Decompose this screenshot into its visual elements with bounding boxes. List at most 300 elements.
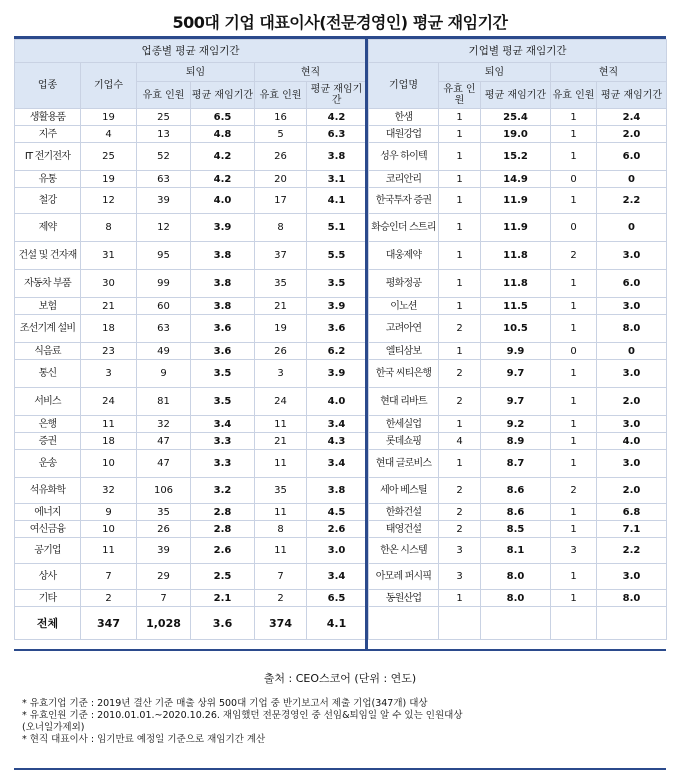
cell-value: 4	[81, 126, 137, 143]
industry-name: 지주	[15, 126, 81, 143]
industry-name: 유통	[15, 171, 81, 188]
cell-value: 1	[551, 416, 597, 433]
retired-avg-header: 평균 재임기간	[191, 82, 255, 109]
cell-value: 10	[81, 521, 137, 538]
cell-value: 3.0	[597, 450, 667, 478]
total-value: 4.1	[307, 607, 367, 640]
footnote-2: * 유효인원 기준 : 2010.01.01.~2020.10.26. 재임했던 전문경영인 중 선임&퇴임일 알 수 있는 인원대상	[22, 710, 463, 721]
cell-value: 6.8	[597, 504, 667, 521]
table-row	[369, 433, 667, 450]
cell-value: 7	[255, 564, 307, 590]
cell-value: 8.5	[481, 521, 551, 538]
cell-value: 24	[255, 388, 307, 416]
cell-value: 2.2	[597, 538, 667, 564]
industry-name: 증권	[15, 433, 81, 450]
table-row	[15, 109, 367, 126]
current-avg-header: 평균 재임기간	[307, 82, 367, 109]
industry-table-body	[15, 109, 367, 640]
cell-value: 3.4	[307, 564, 367, 590]
cell-value: 3	[551, 538, 597, 564]
cell-value: 1	[439, 109, 481, 126]
table-row	[15, 504, 367, 521]
cell-value: 106	[137, 478, 191, 504]
cell-value: 4.3	[307, 433, 367, 450]
table-row	[15, 298, 367, 315]
cell-value: 47	[137, 450, 191, 478]
cell-value: 3.0	[597, 360, 667, 388]
cell-value: 5	[255, 126, 307, 143]
company-name: 한국투자 증권	[369, 188, 439, 214]
total-label: 전체	[15, 607, 81, 640]
cell-value: 12	[81, 188, 137, 214]
industry-name: 은행	[15, 416, 81, 433]
end-rule	[14, 768, 666, 770]
company-table-body	[369, 109, 667, 640]
company-name: 현대 글로비스	[369, 450, 439, 478]
table-row	[15, 126, 367, 143]
cell-value: 1	[551, 315, 597, 343]
cell-value: 2.6	[307, 521, 367, 538]
table-row	[15, 590, 367, 607]
table-row	[15, 343, 367, 360]
industry-name: 운송	[15, 450, 81, 478]
table-row	[369, 564, 667, 590]
cell-value: 6.0	[597, 143, 667, 171]
company-current-avg-header: 평균 재임기간	[597, 82, 667, 109]
cell-value: 4	[439, 433, 481, 450]
cell-value: 1	[551, 450, 597, 478]
table-row	[15, 433, 367, 450]
company-retired-group-header: 퇴임	[439, 63, 551, 82]
cell-value: 2	[439, 521, 481, 538]
cell-value: 2.8	[191, 521, 255, 538]
total-value: 374	[255, 607, 307, 640]
cell-value: 2	[439, 478, 481, 504]
cell-value: 3.0	[307, 538, 367, 564]
cell-value: 16	[255, 109, 307, 126]
company-retired-valid-header: 유효 인원	[439, 82, 481, 109]
table-row	[369, 343, 667, 360]
cell-value: 26	[255, 343, 307, 360]
company-name: 아모레 퍼시픽	[369, 564, 439, 590]
company-section-header: 기업별 평균 재임기간	[369, 40, 667, 63]
cell-value: 8.0	[597, 590, 667, 607]
table-row	[369, 214, 667, 242]
cell-value: 18	[81, 433, 137, 450]
footnote-1: * 유효기업 기준 : 2019년 결산 기준 매출 상위 500대 기업 중 반기보고서 제출 기업(347개) 대상	[22, 698, 428, 709]
table-row	[369, 126, 667, 143]
cell-value: 63	[137, 315, 191, 343]
empty-cell	[551, 607, 597, 640]
cell-value: 8.0	[597, 315, 667, 343]
cell-value: 2	[439, 388, 481, 416]
industry-name: 제약	[15, 214, 81, 242]
cell-value: 4.0	[191, 188, 255, 214]
table-row	[15, 388, 367, 416]
table-row	[369, 298, 667, 315]
cell-value: 3.6	[191, 315, 255, 343]
cell-value: 35	[255, 478, 307, 504]
table-row	[15, 171, 367, 188]
source-note: 출처 : CEO스코어 (단위 : 연도)	[263, 672, 417, 685]
cell-value: 2.2	[597, 188, 667, 214]
industry-name: 여신금융	[15, 521, 81, 538]
cell-value: 11	[255, 504, 307, 521]
cell-value: 26	[137, 521, 191, 538]
table-row	[15, 564, 367, 590]
company-name: 현대 리바트	[369, 388, 439, 416]
cell-value: 2	[551, 242, 597, 270]
cell-value: 7	[137, 590, 191, 607]
table-row	[15, 242, 367, 270]
table-row	[369, 504, 667, 521]
cell-value: 3.9	[191, 214, 255, 242]
company-name: 화승인더 스트리	[369, 214, 439, 242]
cell-value: 1	[439, 270, 481, 298]
table-row	[369, 521, 667, 538]
cell-value: 3.6	[191, 343, 255, 360]
cell-value: 1	[439, 298, 481, 315]
cell-value: 3.8	[191, 298, 255, 315]
cell-value: 2	[81, 590, 137, 607]
cell-value: 25.4	[481, 109, 551, 126]
cell-value: 10	[81, 450, 137, 478]
table-row	[15, 538, 367, 564]
cell-value: 11	[255, 416, 307, 433]
industry-name: 서비스	[15, 388, 81, 416]
empty-cell	[481, 607, 551, 640]
current-valid-header: 유효 인원	[255, 82, 307, 109]
company-name: 대원강업	[369, 126, 439, 143]
table-row	[369, 388, 667, 416]
empty-cell	[597, 607, 667, 640]
cell-value: 1	[439, 171, 481, 188]
cell-value: 3.8	[191, 242, 255, 270]
cell-value: 3.2	[191, 478, 255, 504]
cell-value: 2	[255, 590, 307, 607]
cell-value: 8	[255, 214, 307, 242]
footnote-3: * 현직 대표이사 : 임기만료 예정일 기준으로 재임기간 계산	[22, 734, 266, 745]
cell-value: 19	[81, 109, 137, 126]
cell-value: 8	[255, 521, 307, 538]
total-value: 1,028	[137, 607, 191, 640]
industry-name: 공기업	[15, 538, 81, 564]
cell-value: 17	[255, 188, 307, 214]
cell-value: 1	[551, 143, 597, 171]
table-row	[369, 109, 667, 126]
industry-name: 생활용품	[15, 109, 81, 126]
table-row	[15, 188, 367, 214]
cell-value: 3.3	[191, 433, 255, 450]
cell-value: 3.3	[191, 450, 255, 478]
cell-value: 30	[81, 270, 137, 298]
empty-cell	[369, 607, 439, 640]
cell-value: 1	[439, 143, 481, 171]
cell-value: 0	[551, 343, 597, 360]
page-title: 500대 기업 대표이사(전문경영인) 평균 재임기간	[172, 13, 508, 32]
industry-name: 식음료	[15, 343, 81, 360]
cell-value: 32	[81, 478, 137, 504]
company-name: 세아 베스틸	[369, 478, 439, 504]
table-bottom-rule	[14, 649, 666, 651]
cell-value: 19	[81, 171, 137, 188]
cell-value: 1	[439, 126, 481, 143]
cell-value: 1	[551, 590, 597, 607]
cell-value: 4.2	[307, 109, 367, 126]
cell-value: 3.0	[597, 564, 667, 590]
cell-value: 20	[255, 171, 307, 188]
cell-value: 2.6	[191, 538, 255, 564]
cell-value: 21	[255, 298, 307, 315]
company-name: 한온 시스템	[369, 538, 439, 564]
cell-value: 4.1	[307, 188, 367, 214]
cell-value: 0	[597, 171, 667, 188]
cell-value: 3	[255, 360, 307, 388]
cell-value: 3	[81, 360, 137, 388]
cell-value: 3.5	[191, 360, 255, 388]
table-row	[369, 416, 667, 433]
cell-value: 2.8	[191, 504, 255, 521]
cell-value: 1	[439, 188, 481, 214]
cell-value: 1	[551, 504, 597, 521]
cell-value: 3.8	[307, 478, 367, 504]
cell-value: 35	[255, 270, 307, 298]
cell-value: 3.5	[307, 270, 367, 298]
cell-value: 63	[137, 171, 191, 188]
table-row	[369, 478, 667, 504]
industry-table	[14, 39, 367, 640]
table-row	[15, 416, 367, 433]
cell-value: 6.5	[191, 109, 255, 126]
cell-value: 3.5	[191, 388, 255, 416]
table-row	[369, 143, 667, 171]
cell-value: 29	[137, 564, 191, 590]
cell-value: 1	[551, 564, 597, 590]
cell-value: 9	[81, 504, 137, 521]
cell-value: 11	[81, 416, 137, 433]
cell-value: 95	[137, 242, 191, 270]
cell-value: 2.0	[597, 388, 667, 416]
table-row	[15, 521, 367, 538]
company-table	[368, 39, 667, 640]
cell-value: 2.5	[191, 564, 255, 590]
cell-value: 8.6	[481, 478, 551, 504]
cell-value: 15.2	[481, 143, 551, 171]
cell-value: 39	[137, 538, 191, 564]
industry-name: 기타	[15, 590, 81, 607]
cell-value: 35	[137, 504, 191, 521]
cell-value: 3.0	[597, 298, 667, 315]
cell-value: 4.5	[307, 504, 367, 521]
cell-value: 3.9	[307, 298, 367, 315]
cell-value: 9.7	[481, 388, 551, 416]
cell-value: 8.7	[481, 450, 551, 478]
cell-value: 99	[137, 270, 191, 298]
cell-value: 7	[81, 564, 137, 590]
cell-value: 2	[551, 478, 597, 504]
cell-value: 3.4	[307, 416, 367, 433]
company-name: 한화건설	[369, 504, 439, 521]
cell-value: 7.1	[597, 521, 667, 538]
industry-name: 석유화학	[15, 478, 81, 504]
cell-value: 11.8	[481, 270, 551, 298]
cell-value: 3.9	[307, 360, 367, 388]
cell-value: 1	[439, 416, 481, 433]
table-row	[15, 315, 367, 343]
cell-value: 2	[439, 360, 481, 388]
cell-value: 25	[81, 143, 137, 171]
cell-value: 3	[439, 538, 481, 564]
cell-value: 3.4	[307, 450, 367, 478]
cell-value: 4.8	[191, 126, 255, 143]
cell-value: 23	[81, 343, 137, 360]
cell-value: 31	[81, 242, 137, 270]
cell-value: 1	[439, 214, 481, 242]
cell-value: 11.9	[481, 188, 551, 214]
cell-value: 8.1	[481, 538, 551, 564]
total-value: 3.6	[191, 607, 255, 640]
cell-value: 2	[439, 315, 481, 343]
cell-value: 9	[137, 360, 191, 388]
cell-value: 6.2	[307, 343, 367, 360]
cell-value: 52	[137, 143, 191, 171]
cell-value: 81	[137, 388, 191, 416]
cell-value: 24	[81, 388, 137, 416]
cell-value: 8.0	[481, 564, 551, 590]
company-name: 롯데쇼핑	[369, 433, 439, 450]
current-group-header: 현직	[255, 63, 367, 82]
cell-value: 6.5	[307, 590, 367, 607]
cell-value: 47	[137, 433, 191, 450]
cell-value: 9.9	[481, 343, 551, 360]
cell-value: 1	[439, 343, 481, 360]
cell-value: 11	[255, 450, 307, 478]
cell-value: 37	[255, 242, 307, 270]
cell-value: 1	[551, 433, 597, 450]
cell-value: 0	[551, 214, 597, 242]
cell-value: 11.5	[481, 298, 551, 315]
cell-value: 1	[551, 521, 597, 538]
table-row	[369, 538, 667, 564]
cell-value: 2.0	[597, 478, 667, 504]
cell-value: 1	[551, 270, 597, 298]
cell-value: 3.6	[307, 315, 367, 343]
company-name: 성우 하이텍	[369, 143, 439, 171]
cell-value: 3.1	[307, 171, 367, 188]
cell-value: 14.9	[481, 171, 551, 188]
industry-name: IT 전기전자	[15, 143, 81, 171]
total-row	[15, 607, 367, 640]
cell-value: 1	[551, 126, 597, 143]
industry-section-header: 업종별 평균 재임기간	[15, 40, 367, 63]
table-row	[369, 188, 667, 214]
cell-value: 5.5	[307, 242, 367, 270]
cell-value: 21	[255, 433, 307, 450]
table-row	[369, 450, 667, 478]
industry-name: 상사	[15, 564, 81, 590]
cell-value: 13	[137, 126, 191, 143]
column-divider	[365, 39, 368, 651]
cell-value: 4.0	[597, 433, 667, 450]
table-row	[369, 315, 667, 343]
cell-value: 49	[137, 343, 191, 360]
cell-value: 4.2	[191, 171, 255, 188]
cell-value: 1	[551, 188, 597, 214]
company-name: 고려아연	[369, 315, 439, 343]
cell-value: 0	[551, 171, 597, 188]
cell-value: 0	[597, 214, 667, 242]
cell-value: 3	[439, 564, 481, 590]
empty-cell	[439, 607, 481, 640]
cell-value: 4.0	[307, 388, 367, 416]
cell-value: 1	[551, 360, 597, 388]
industry-name: 에너지	[15, 504, 81, 521]
cell-value: 39	[137, 188, 191, 214]
cell-value: 2.0	[597, 126, 667, 143]
company-retired-avg-header: 평균 재임기간	[481, 82, 551, 109]
industry-name: 자동차 부품	[15, 270, 81, 298]
company-name: 한국 씨티은행	[369, 360, 439, 388]
cell-value: 1	[551, 109, 597, 126]
retired-valid-header: 유효 인원	[137, 82, 191, 109]
industry-name: 철강	[15, 188, 81, 214]
cell-value: 6.0	[597, 270, 667, 298]
cell-value: 1	[439, 242, 481, 270]
cell-value: 3.4	[191, 416, 255, 433]
cell-value: 3.8	[191, 270, 255, 298]
company-current-group-header: 현직	[551, 63, 667, 82]
table-row	[369, 360, 667, 388]
company-name: 태영건설	[369, 521, 439, 538]
company-name: 이노션	[369, 298, 439, 315]
cell-value: 11	[81, 538, 137, 564]
cell-value: 11	[255, 538, 307, 564]
cell-value: 60	[137, 298, 191, 315]
total-value: 347	[81, 607, 137, 640]
company-name: 코리안리	[369, 171, 439, 188]
company-name: 평화정공	[369, 270, 439, 298]
industry-name: 통신	[15, 360, 81, 388]
table-row	[15, 143, 367, 171]
cell-value: 1	[551, 388, 597, 416]
table-row	[15, 214, 367, 242]
count-col-header: 기업수	[81, 63, 137, 109]
cell-value: 8.9	[481, 433, 551, 450]
cell-value: 9.7	[481, 360, 551, 388]
company-name: 한샘	[369, 109, 439, 126]
table-row	[369, 270, 667, 298]
cell-value: 4.2	[191, 143, 255, 171]
company-name: 대웅제약	[369, 242, 439, 270]
cell-value: 25	[137, 109, 191, 126]
industry-name: 보험	[15, 298, 81, 315]
footnotes	[22, 698, 662, 746]
empty-total-row	[369, 607, 667, 640]
cell-value: 21	[81, 298, 137, 315]
cell-value: 2.4	[597, 109, 667, 126]
cell-value: 10.5	[481, 315, 551, 343]
cell-value: 18	[81, 315, 137, 343]
cell-value: 8.6	[481, 504, 551, 521]
cell-value: 2.1	[191, 590, 255, 607]
cell-value: 3.8	[307, 143, 367, 171]
table-row	[369, 171, 667, 188]
table-row	[15, 270, 367, 298]
company-name: 동원산업	[369, 590, 439, 607]
industry-name: 조선기계 설비	[15, 315, 81, 343]
cell-value: 2	[439, 504, 481, 521]
company-col-header: 기업명	[369, 63, 439, 109]
